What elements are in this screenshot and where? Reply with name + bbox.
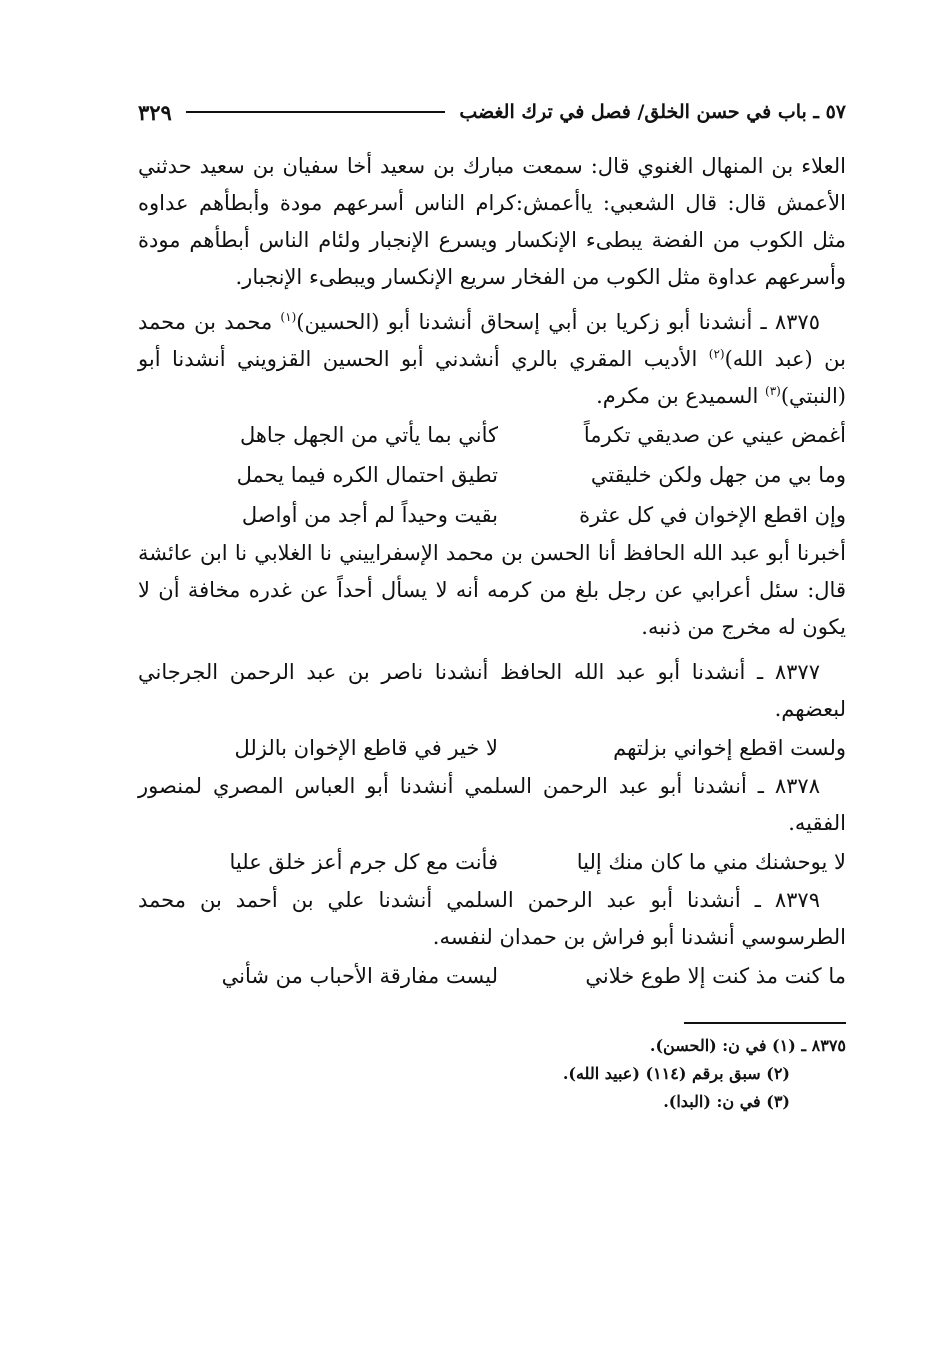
footnote: (٢) سبق برقم (١١٤) (عبيد الله). xyxy=(562,1064,790,1083)
text-segment: الأديب المقري بالري أنشدني أبو الحسين القزويني أنشدنا أبو (النبتي) xyxy=(138,347,846,408)
paragraph-8379: ٨٣٧٩ ـ أنشدنا أبو عبد الرحمن السلمي أنشدنا علي بن أحمد بن محمد الطرسوسي أنشدنا أبو فراش بن حمدان لنفسه. xyxy=(138,888,846,949)
header-rule xyxy=(186,111,446,113)
verse-first-hemistich: وإن اقطع الإخوان في كل عثرة xyxy=(579,502,846,527)
paragraph-narration: العلاء بن المنهال الغنوي قال: سمعت مبارك بن سعيد أخا سفيان بن سعيد حدثني الأعمش قال: قال الشعبي: ياأعمش:كرام الناس أسرعهم مودة وأبطأهم عداوه مثل الكوب من الفضة يبطىء الإنكسار ويسرع الإنجبار ولئام الناس أبطأهم مودة وأسرعهم عداوة مثل الكوب من الفخار سريع الإنكسار ويبطىء الإنجبار. xyxy=(138,154,846,289)
footnotes xyxy=(138,1032,846,1116)
text-segment: محمد بن محمد بن (عبد الله) xyxy=(138,310,846,371)
verse-line xyxy=(138,956,846,996)
chapter-title: ٥٧ ـ باب في حسن الخلق/ فصل في ترك الغضب xyxy=(459,101,846,123)
verse-second-hemistich: تطيق احتمال الكره فيما يحمل xyxy=(236,462,498,487)
verse-line xyxy=(138,728,846,768)
page-body xyxy=(138,148,846,996)
verse-first-hemistich: وما بي من جهل ولكن خليقتي xyxy=(590,462,846,487)
verse-second-hemistich: كأني بما يأتي من الجهل جاهل xyxy=(239,422,498,447)
verse-second-hemistich: ليست مفارقة الأحباب من شأني xyxy=(221,963,498,988)
verse-first-hemistich: ولست اقطع إخواني بزلتهم xyxy=(613,735,846,760)
footnote-ref-2: (٢) xyxy=(708,347,725,361)
page-number: ٣٢٩ xyxy=(138,99,172,125)
verse-second-hemistich: بقيت وحيداً لم أجد من أواصل xyxy=(241,502,498,527)
verse-line xyxy=(138,455,846,495)
verse-first-hemistich: ما كنت مذ كنت إلا طوع خلاني xyxy=(585,963,846,988)
footnote-ref-3: (٣) xyxy=(765,384,781,398)
paragraph-narration: أخبرنا أبو عبد الله الحافظ أنا الحسن بن محمد الإسفراييني نا الغلابي نا ابن عائشة قال: سئل أعرابي عن رجل بلغ من كرمه أنه لا يسأل أحداً عن غدره مخافة أن لا يكون له مخرج من ذنبه. xyxy=(138,541,846,639)
verse-line xyxy=(138,415,846,455)
footnote: ٨٣٧٥ ـ (١) في ن: (الحسن). xyxy=(649,1036,846,1055)
verse-second-hemistich: فأنت مع كل جرم أعز خلق عليا xyxy=(229,849,498,874)
verse-line xyxy=(138,495,846,535)
verse-first-hemistich: أغمض عيني عن صديقي تكرماً xyxy=(583,422,846,447)
footnote-separator xyxy=(684,1022,846,1024)
footnote: (٣) في ن: (البدا). xyxy=(663,1092,790,1111)
text-segment: ٨٣٧٥ ـ أنشدنا أبو زكريا بن أبي إسحاق أنشدنا أبو (الحسين) xyxy=(296,310,820,334)
paragraph-8375 xyxy=(138,304,846,415)
book-page xyxy=(138,92,846,1116)
footnote-ref-1: (١) xyxy=(280,310,297,324)
paragraph-8377: ٨٣٧٧ ـ أنشدنا أبو عبد الله الحافظ أنشدنا ناصر بن عبد الرحمن الجرجاني لبعضهم. xyxy=(138,660,846,721)
verse-second-hemistich: لا خير في قاطع الإخوان بالزلل xyxy=(234,735,498,760)
paragraph-8378: ٨٣٧٨ ـ أنشدنا أبو عبد الرحمن السلمي أنشدنا أبو العباس المصري لمنصور الفقيه. xyxy=(138,774,846,835)
verse-line xyxy=(138,842,846,882)
verse-first-hemistich: لا يوحشنك مني ما كان منك إليا xyxy=(576,849,846,874)
text-segment: السميدع بن مكرم. xyxy=(596,384,766,408)
running-header xyxy=(138,92,846,132)
